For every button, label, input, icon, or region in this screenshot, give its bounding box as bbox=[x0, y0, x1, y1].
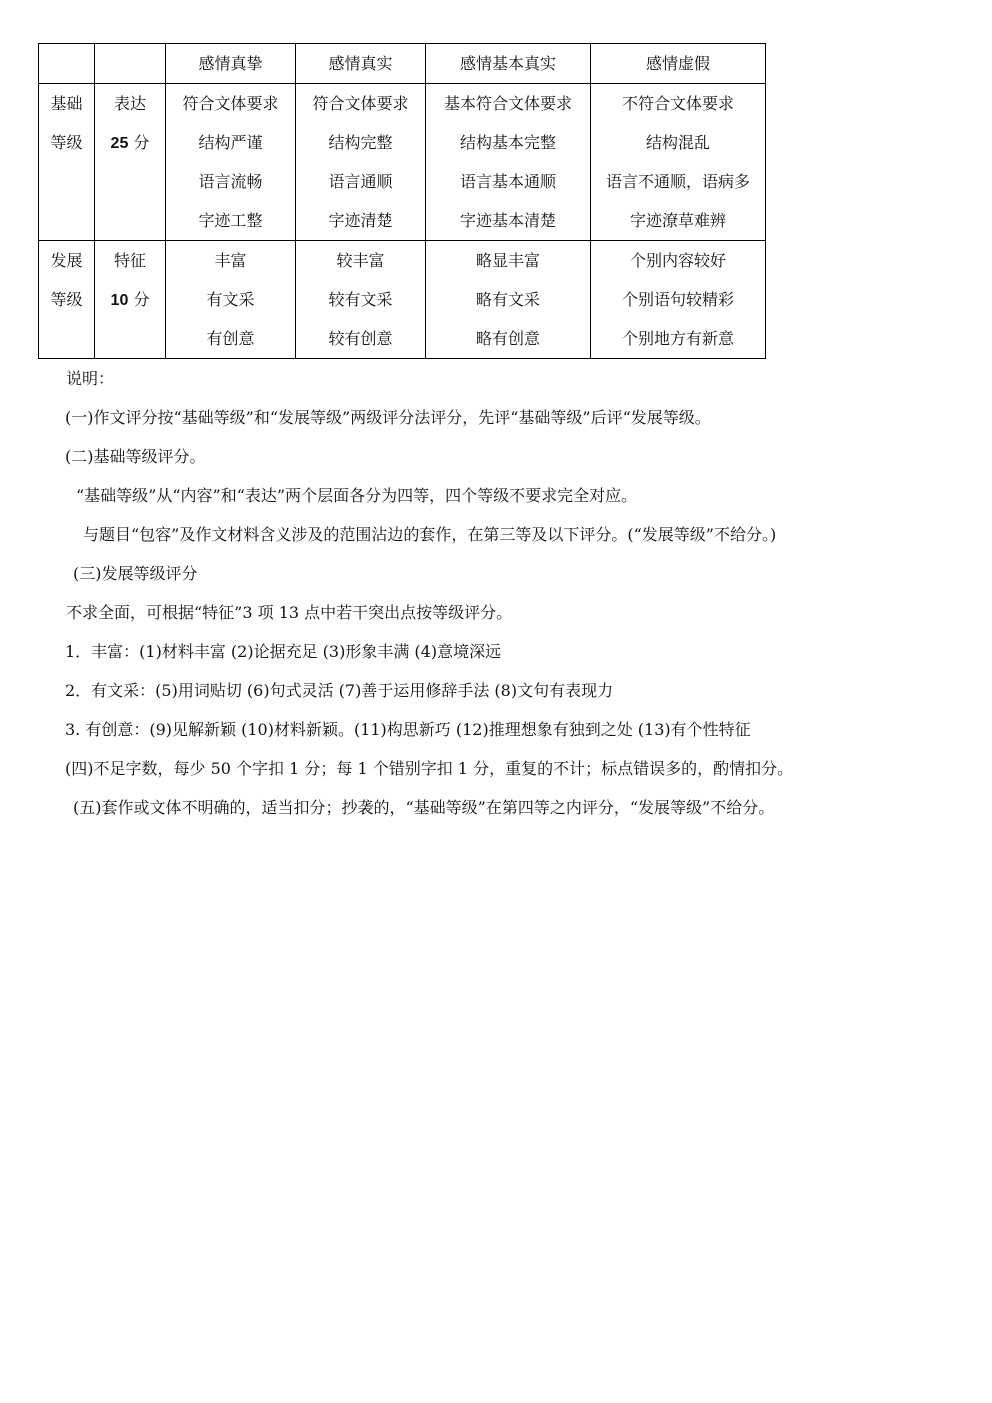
header-cell-basically-true: 感情基本真实 bbox=[426, 44, 591, 84]
table-header-row bbox=[39, 44, 766, 84]
development-col-2: 较丰富 较有文采 较有创意 bbox=[296, 241, 426, 359]
header-cell-false: 感情虚假 bbox=[591, 44, 766, 84]
note-paragraph-deduction: (四)不足字数，每少 50 个字扣 1 分；每 1 个错别字扣 1 分，重复的不计；标点错误多的，酌情扣分。 bbox=[65, 759, 794, 778]
basic-col-2: 符合文体要求 结构完整 语言通顺 字迹清楚 bbox=[296, 84, 426, 241]
development-aspect-label: 特征 10 分 bbox=[95, 241, 166, 359]
note-paragraph-2: (二)基础等级评分。 bbox=[65, 447, 206, 466]
basic-col-4: 不符合文体要求 结构混乱 语言不通顺，语病多 字迹潦草难辨 bbox=[591, 84, 766, 241]
note-paragraph-1: (一)作文评分按“基础等级”和“发展等级”两级评分法评分，先评“基础等级”后评“发展等级。 bbox=[65, 408, 711, 427]
header-cell-blank-1 bbox=[39, 44, 95, 84]
note-item-rich: 1．丰富：(1)材料丰富 (2)论据充足 (3)形象丰满 (4)意境深远 bbox=[65, 642, 502, 661]
basic-col-3: 基本符合文体要求 结构基本完整 语言基本通顺 字迹基本清楚 bbox=[426, 84, 591, 241]
notes-heading: 说明： bbox=[66, 369, 115, 388]
development-col-1: 丰富 有文采 有创意 bbox=[166, 241, 296, 359]
development-level-label: 发展 等级 bbox=[39, 241, 95, 359]
note-paragraph-4: 与题目“包容”及作文材料含义涉及的范围沾边的套作，在第三等及以下评分。(“发展等级”不给分。) bbox=[83, 525, 777, 544]
basic-level-label: 基础 等级 bbox=[39, 84, 95, 241]
note-paragraph-5: (三)发展等级评分 bbox=[73, 564, 198, 583]
basic-col-1: 符合文体要求 结构严谨 语言流畅 字迹工整 bbox=[166, 84, 296, 241]
basic-aspect-label: 表达 25 分 bbox=[95, 84, 166, 241]
development-col-4: 个别内容较好 个别语句较精彩 个别地方有新意 bbox=[591, 241, 766, 359]
note-paragraph-6: 不求全面，可根据“特征”3 项 13 点中若干突出点按等级评分。 bbox=[66, 603, 513, 622]
header-cell-blank-2 bbox=[95, 44, 166, 84]
header-cell-sincere: 感情真挚 bbox=[166, 44, 296, 84]
note-paragraph-plagiarism: (五)套作或文体不明确的，适当扣分；抄袭的，“基础等级”在第四等之内评分，“发展等级”不给分。 bbox=[73, 798, 775, 817]
header-cell-true: 感情真实 bbox=[296, 44, 426, 84]
note-item-literary: 2．有文采：(5)用词贴切 (6)句式灵活 (7)善于运用修辞手法 (8)文句有表现力 bbox=[65, 681, 614, 700]
note-paragraph-3: “基础等级”从“内容”和“表达”两个层面各分为四等，四个等级不要求完全对应。 bbox=[76, 486, 638, 505]
table-row-basic bbox=[39, 84, 766, 241]
table-row-development bbox=[39, 241, 766, 359]
development-col-3: 略显丰富 略有文采 略有创意 bbox=[426, 241, 591, 359]
grading-table bbox=[38, 43, 766, 359]
note-item-creative: 3. 有创意：(9)见解新颖 (10)材料新颖。(11)构思新巧 (12)推理想象有独到之处 (13)有个性特征 bbox=[65, 720, 751, 739]
notes-section bbox=[0, 359, 992, 827]
